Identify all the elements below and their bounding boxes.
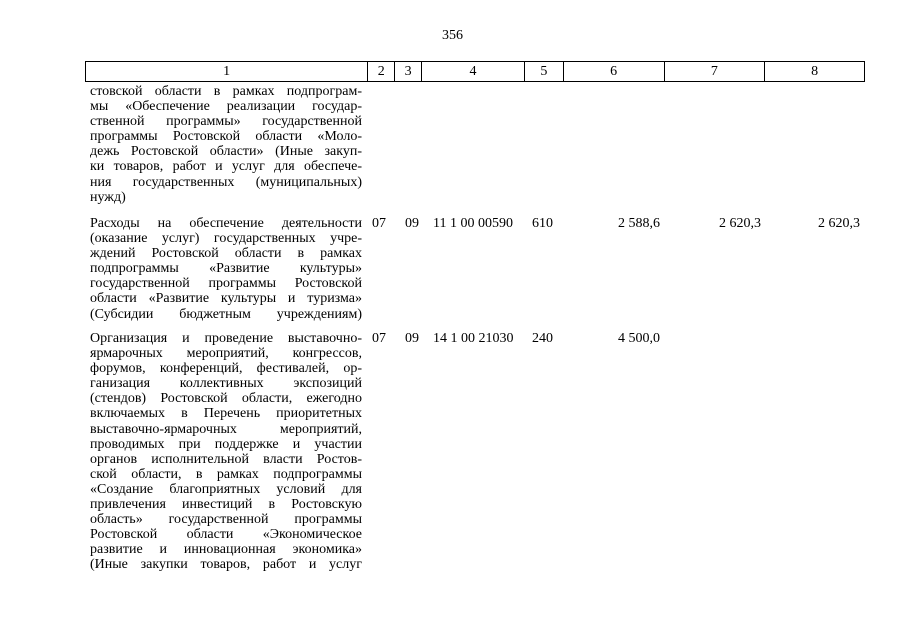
section-code: 07 — [372, 331, 386, 346]
column-header-7: 7 — [665, 62, 766, 81]
column-header-4: 4 — [422, 62, 525, 81]
expense-type-code: 240 — [532, 331, 553, 346]
amount-col-8: 2 620,3 — [818, 216, 860, 231]
column-header-8: 8 — [811, 64, 819, 79]
page-number: 356 — [442, 28, 463, 43]
column-header-3: 3 — [395, 62, 422, 81]
row-description: стовской области в рамках подпрограм- мы «Обеспечение реализации государ- ственной программы» государственной программы Ростовской области «Моло- дежь Ростовской области» (Иные закуп- ки товаров, работ и услуг для обеспече- ния государственных (муниципальных) нужд) — [90, 84, 362, 205]
row-description: Расходы на обеспечение деятельности (оказание услуг) государственных учре- ждений Ростовской области в рамках подпрограммы «Развитие культуры» государственной программы Ростовской области «Развитие культуры и туризма» (Субсидии бюджетным учреждениям) — [90, 216, 362, 322]
target-article-code: 11 1 00 00590 — [433, 216, 513, 231]
amount-col-7: 2 620,3 — [719, 216, 761, 231]
column-header-1: 1 — [86, 62, 368, 81]
subsection-code: 09 — [405, 331, 419, 346]
expense-type-code: 610 — [532, 216, 553, 231]
column-header-2: 2 — [368, 62, 395, 81]
section-code: 07 — [372, 216, 386, 231]
amount-col-6: 4 500,0 — [618, 331, 660, 346]
column-header-5: 5 — [525, 62, 564, 81]
row-description: Организация и проведение выставочно- ярмарочных мероприятий, конгрессов, форумов, конференций, фестивалей, ор- ганизация коллективных экспозиций (стендов) Ростовской области, ежегодно включаемых в Перечень приоритетных выставочно-ярмарочных мероприятий, проводимых при поддержке и участии органов исполнительной власти Ростов- ской области, в рамках подпрограммы «Создание благоприятных условий для привлечения инвестиций в Ростовскую область» государственной программы Ростовской области «Экономическое развитие и инновационная экономика» (Иные закупки товаров, работ и услуг — [90, 331, 362, 573]
column-header-6: 6 — [564, 62, 665, 81]
target-article-code: 14 1 00 21030 — [433, 331, 514, 346]
subsection-code: 09 — [405, 216, 419, 231]
table-header-row — [85, 61, 865, 82]
amount-col-6: 2 588,6 — [618, 216, 660, 231]
